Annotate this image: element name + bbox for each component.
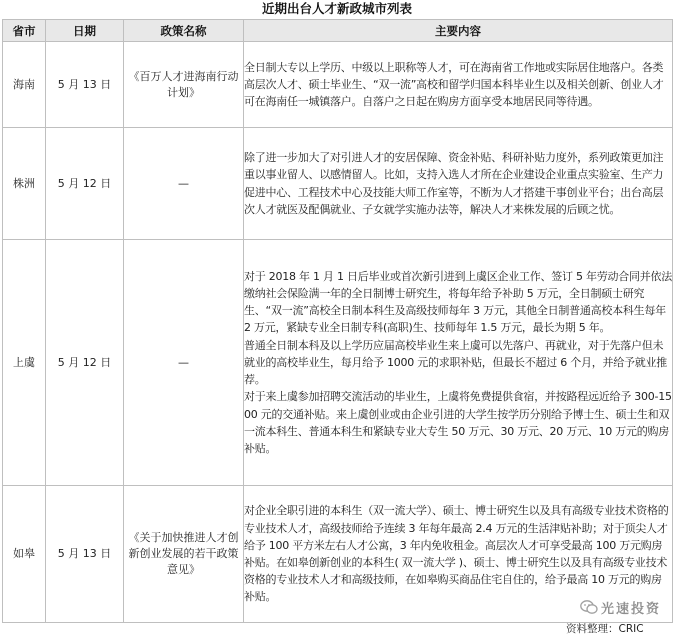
wechat-icon [580,599,598,615]
table-title: 近期出台人才新政城市列表 [261,1,412,16]
cell-content [244,240,673,486]
cell-content [244,42,673,128]
cell-policy: 《百万人才进海南行动计划》 [124,42,244,128]
table-row [3,486,673,623]
header-row [3,20,673,42]
header-city: 省市 [3,20,46,42]
cell-policy: — [124,240,244,486]
header-policy: 政策名称 [124,20,244,42]
content-paragraph: 全日制大专以上学历、中级以上职称等人才，可在海南省工作地或实际居住地落户。各类高层次人才、硕士毕业生、“双一流”高校和留学归国本科毕业生以及相关创新、创业人才可在海南任一城镇落户。自落户之日起在购房方面享受本地居民同等待遇。 [244,60,664,109]
watermark-text: 光速投资 [601,601,662,617]
cell-city: 海南 [3,42,46,128]
cell-city: 如皋 [3,486,46,623]
cell-city: 株洲 [3,128,46,240]
cell-policy: — [124,128,244,240]
content-paragraph: 除了进一步加大了对引进人才的安居保障、资金补贴、科研补贴力度外，系列政策更加注重以事业留人、以感情留人。比如，支持入选人才所在企业建设企业重点实验室、生产力促进中心、工程技术中心及技能大师工作室等，不断为人才搭建干事创业平台；出台高层次人才就医及配偶就业、子女就学实施办法等，解决人才来株发展的后顾之忧。 [244,151,664,216]
cell-date: 5 月 12 日 [46,240,124,486]
header-content: 主要内容 [244,20,673,42]
cell-date: 5 月 12 日 [46,128,124,240]
content-paragraph: 对企业全职引进的本科生（双一流大学）、硕士、博士研究生以及具有高级专业技术资格的专业技术人才，高级技师给予连续 3 年每年最高 2.4 万元的生活津贴补助；对于顶尖人才给予 100 平方米左右人才公寓，3 年内免收租金。高层次人才可享受最高 100 万元购房补贴。在如皋创新创业的本科生( 双一流大学 )、硕士、博士研究生以及具有高级专业技术资格的专业技术人才和高级技师，在如皋购买商品住宅自住的，给予最高 10 万元的购房补贴。 [244,504,669,604]
header-date: 日期 [46,20,124,42]
table-row [3,128,673,240]
content-paragraph: 普通全日制本科及以上学历应届高校毕业生来上虞可以先落户、再就业，对于先落户但未就业的高校毕业生，每月给予 1000 元的求职补贴，但最长不超过 6 个月，并给予就业推荐。 [244,338,667,387]
table-row [3,42,673,128]
policy-table [2,19,673,623]
content-paragraph: 对于 2018 年 1 月 1 日后毕业或首次新引进到上虞区企业工作、签订 5 年劳动合同并依法缴纳社会保险满一年的全日制博士研究生，将每年给予补助 5 万元，全日制硕士研究生、“双一流”高校全日制本科生及高级技师每年 3 万元，其他全日制普通高校本科生每年 2 万元，紧缺专业全日制专科(高职)生、技师每年 1.5 万元，最长为期 5 年。 [244,269,672,335]
cell-policy: 《关于加快推进人才创新创业发展的若干政策意见》 [124,486,244,623]
watermark [580,598,661,616]
cell-content [244,128,673,240]
cell-date: 5 月 13 日 [46,486,124,623]
cell-date: 5 月 13 日 [46,42,124,128]
table-row [3,240,673,486]
content-paragraph: 对于来上虞参加招聘交流活动的毕业生，上虞将免费提供食宿，并按路程远近给予 300-1500 元的交通补贴。来上虞创业或由企业引进的大学生按学历分别给予博士生、硕士生和双一流本科生、普通本科生和紧缺专业大专生 50 万元、30 万元、20 万元、10 万元的购房补贴。 [244,390,672,455]
source-footer: 资料整理：CRIC [566,623,644,635]
cell-city: 上虞 [3,240,46,486]
